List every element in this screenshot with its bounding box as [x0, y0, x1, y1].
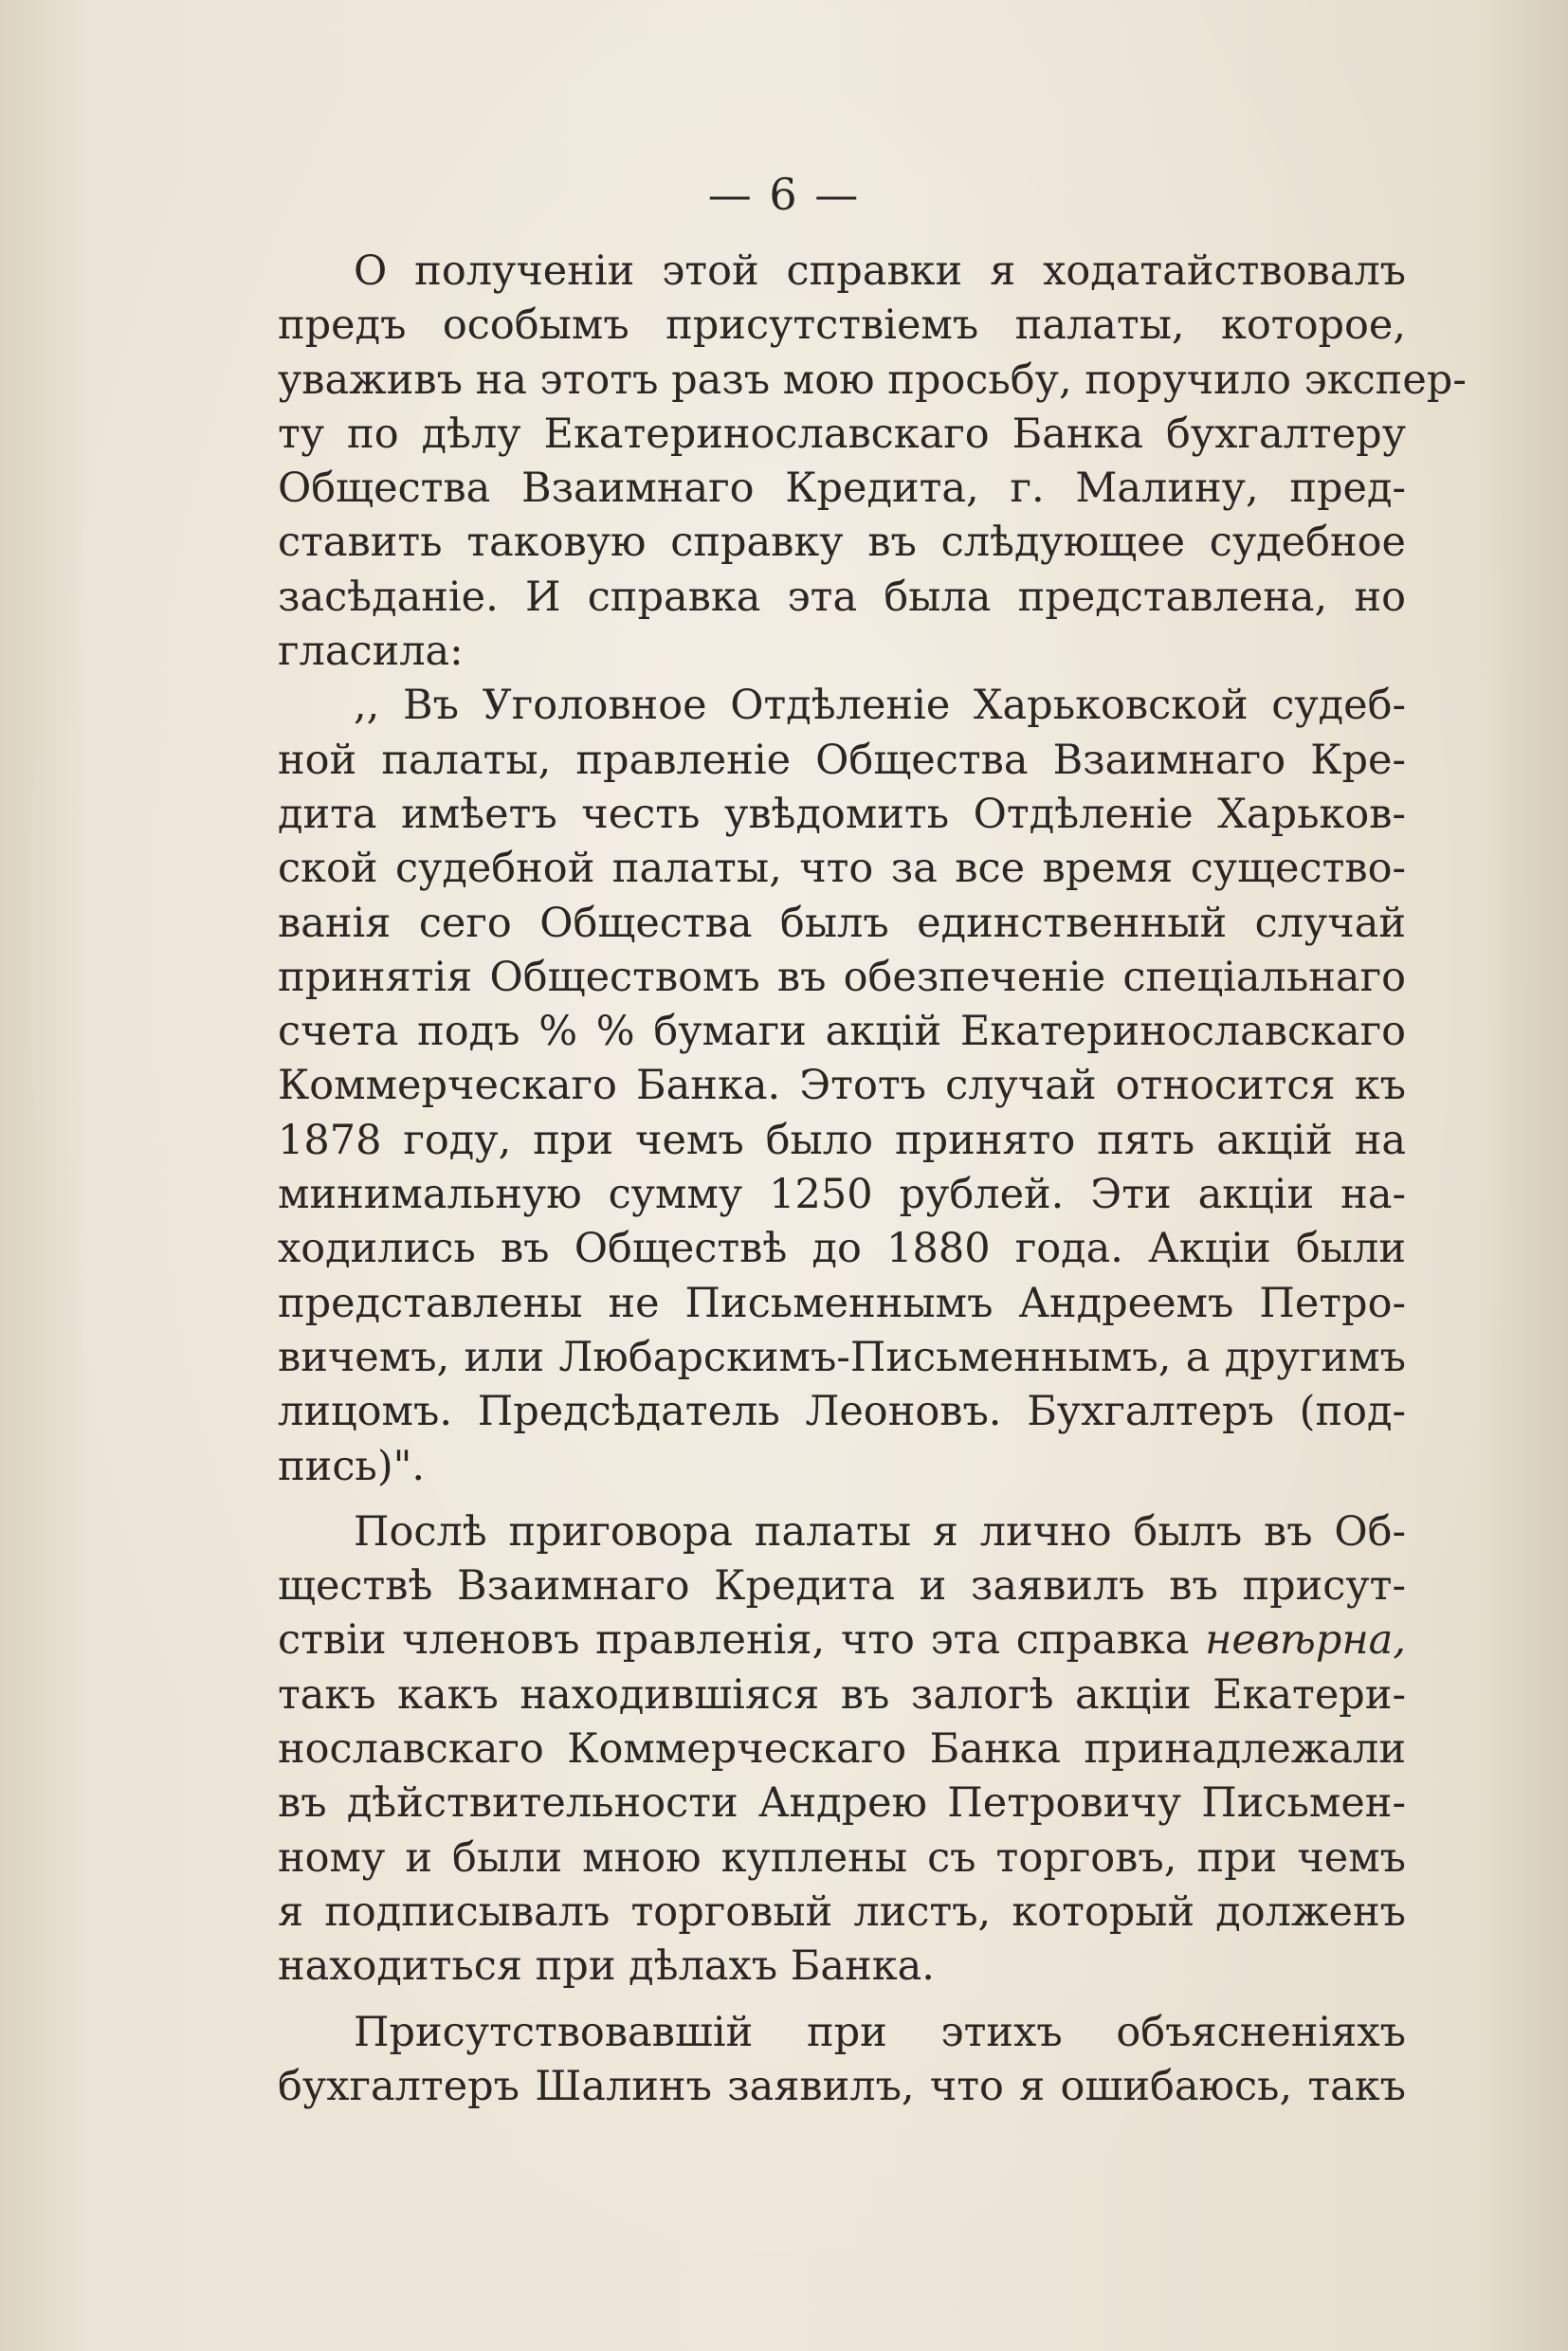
text-line: лицомъ. Предсѣдатель Леоновъ. Бухгалтеръ (под- — [278, 1388, 1406, 1436]
text-line: такъ какъ находившіяся въ залогѣ акціи Екатери- — [278, 1670, 1406, 1719]
text-line: я подписывалъ торговый листъ, который долженъ — [278, 1887, 1406, 1936]
text-line: Присутствовавшій при этихъ объясненіяхъ — [354, 2008, 1406, 2056]
text-line: ществѣ Взаимнаго Кредита и заявилъ въ присут- — [278, 1562, 1406, 1611]
text-line — [278, 1613, 1406, 1668]
text-segment: ствіи членовъ правленія, что эта справка — [278, 1616, 1190, 1665]
text-line: ной палаты, правленіе Общества Взаимнаго Кре- — [278, 736, 1406, 784]
text-line: бухгалтеръ Шалинъ заявилъ, что я ошибаюсь, такъ — [278, 2062, 1406, 2110]
text-line: О полученіи этой справки я ходатайствовалъ — [354, 247, 1406, 295]
text-line: Послѣ приговора палаты я лично былъ въ Об- — [354, 1507, 1406, 1556]
text-line: принятія Обществомъ въ обезпеченіе спеціальнаго — [278, 953, 1406, 1001]
page-number: — 6 — — [707, 169, 861, 220]
text-line: ской судебной палаты, что за все время существо- — [278, 845, 1406, 893]
italic-word: невѣрна, — [1205, 1616, 1406, 1665]
text-line: ставить таковую справку въ слѣдующее судебное — [278, 519, 1406, 567]
text-line: вичемъ, или Любарскимъ-Письменнымъ, а другимъ — [278, 1333, 1406, 1381]
text-line: уваживъ на этотъ разъ мою просьбу, поручило экспер- — [278, 355, 1467, 404]
text-line: 1878 году, при чемъ было принято пять акцій на — [278, 1116, 1406, 1164]
text-line: гласила: — [278, 628, 464, 676]
text-line: ту по дѣлу Екатеринославскаго Банка бухгалтеру — [278, 410, 1406, 458]
text-line: дита имѣетъ честь увѣдомить Отдѣленіе Харьков- — [278, 790, 1406, 838]
text-line: въ дѣйствительности Андрею Петровичу Письмен- — [278, 1779, 1406, 1828]
text-line: Общества Взаимнаго Кредита, г. Малину, пред- — [278, 465, 1406, 513]
text-line: находиться при дѣлахъ Банка. — [278, 1942, 935, 1991]
text-line: ходились въ Обществѣ до 1880 года. Акціи были — [278, 1225, 1406, 1273]
text-line: Коммерческаго Банка. Этотъ случай относится къ — [278, 1062, 1406, 1110]
text-line: минимальную сумму 1250 рублей. Эти акціи на- — [278, 1171, 1406, 1219]
body-text — [278, 245, 1467, 2114]
text-line: представлены не Письменнымъ Андреемъ Петро- — [278, 1279, 1406, 1327]
text-line: ванія сего Общества былъ единственный случай — [278, 899, 1406, 947]
text-line: счета подъ % % бумаги акцій Екатеринославскаго — [278, 1008, 1406, 1056]
text-line: ,, Въ Уголовное Отдѣленіе Харьковской судеб- — [354, 682, 1406, 730]
text-line: ному и были мною куплены съ торговъ, при чемъ — [278, 1833, 1406, 1882]
text-line: предъ особымъ присутствіемъ палаты, которое, — [278, 301, 1406, 350]
text-line: засѣданіе. И справка эта была представлена, но — [278, 573, 1406, 621]
text-line: пись)". — [278, 1442, 426, 1490]
text-line: нославскаго Коммерческаго Банка принадлежали — [278, 1725, 1406, 1774]
